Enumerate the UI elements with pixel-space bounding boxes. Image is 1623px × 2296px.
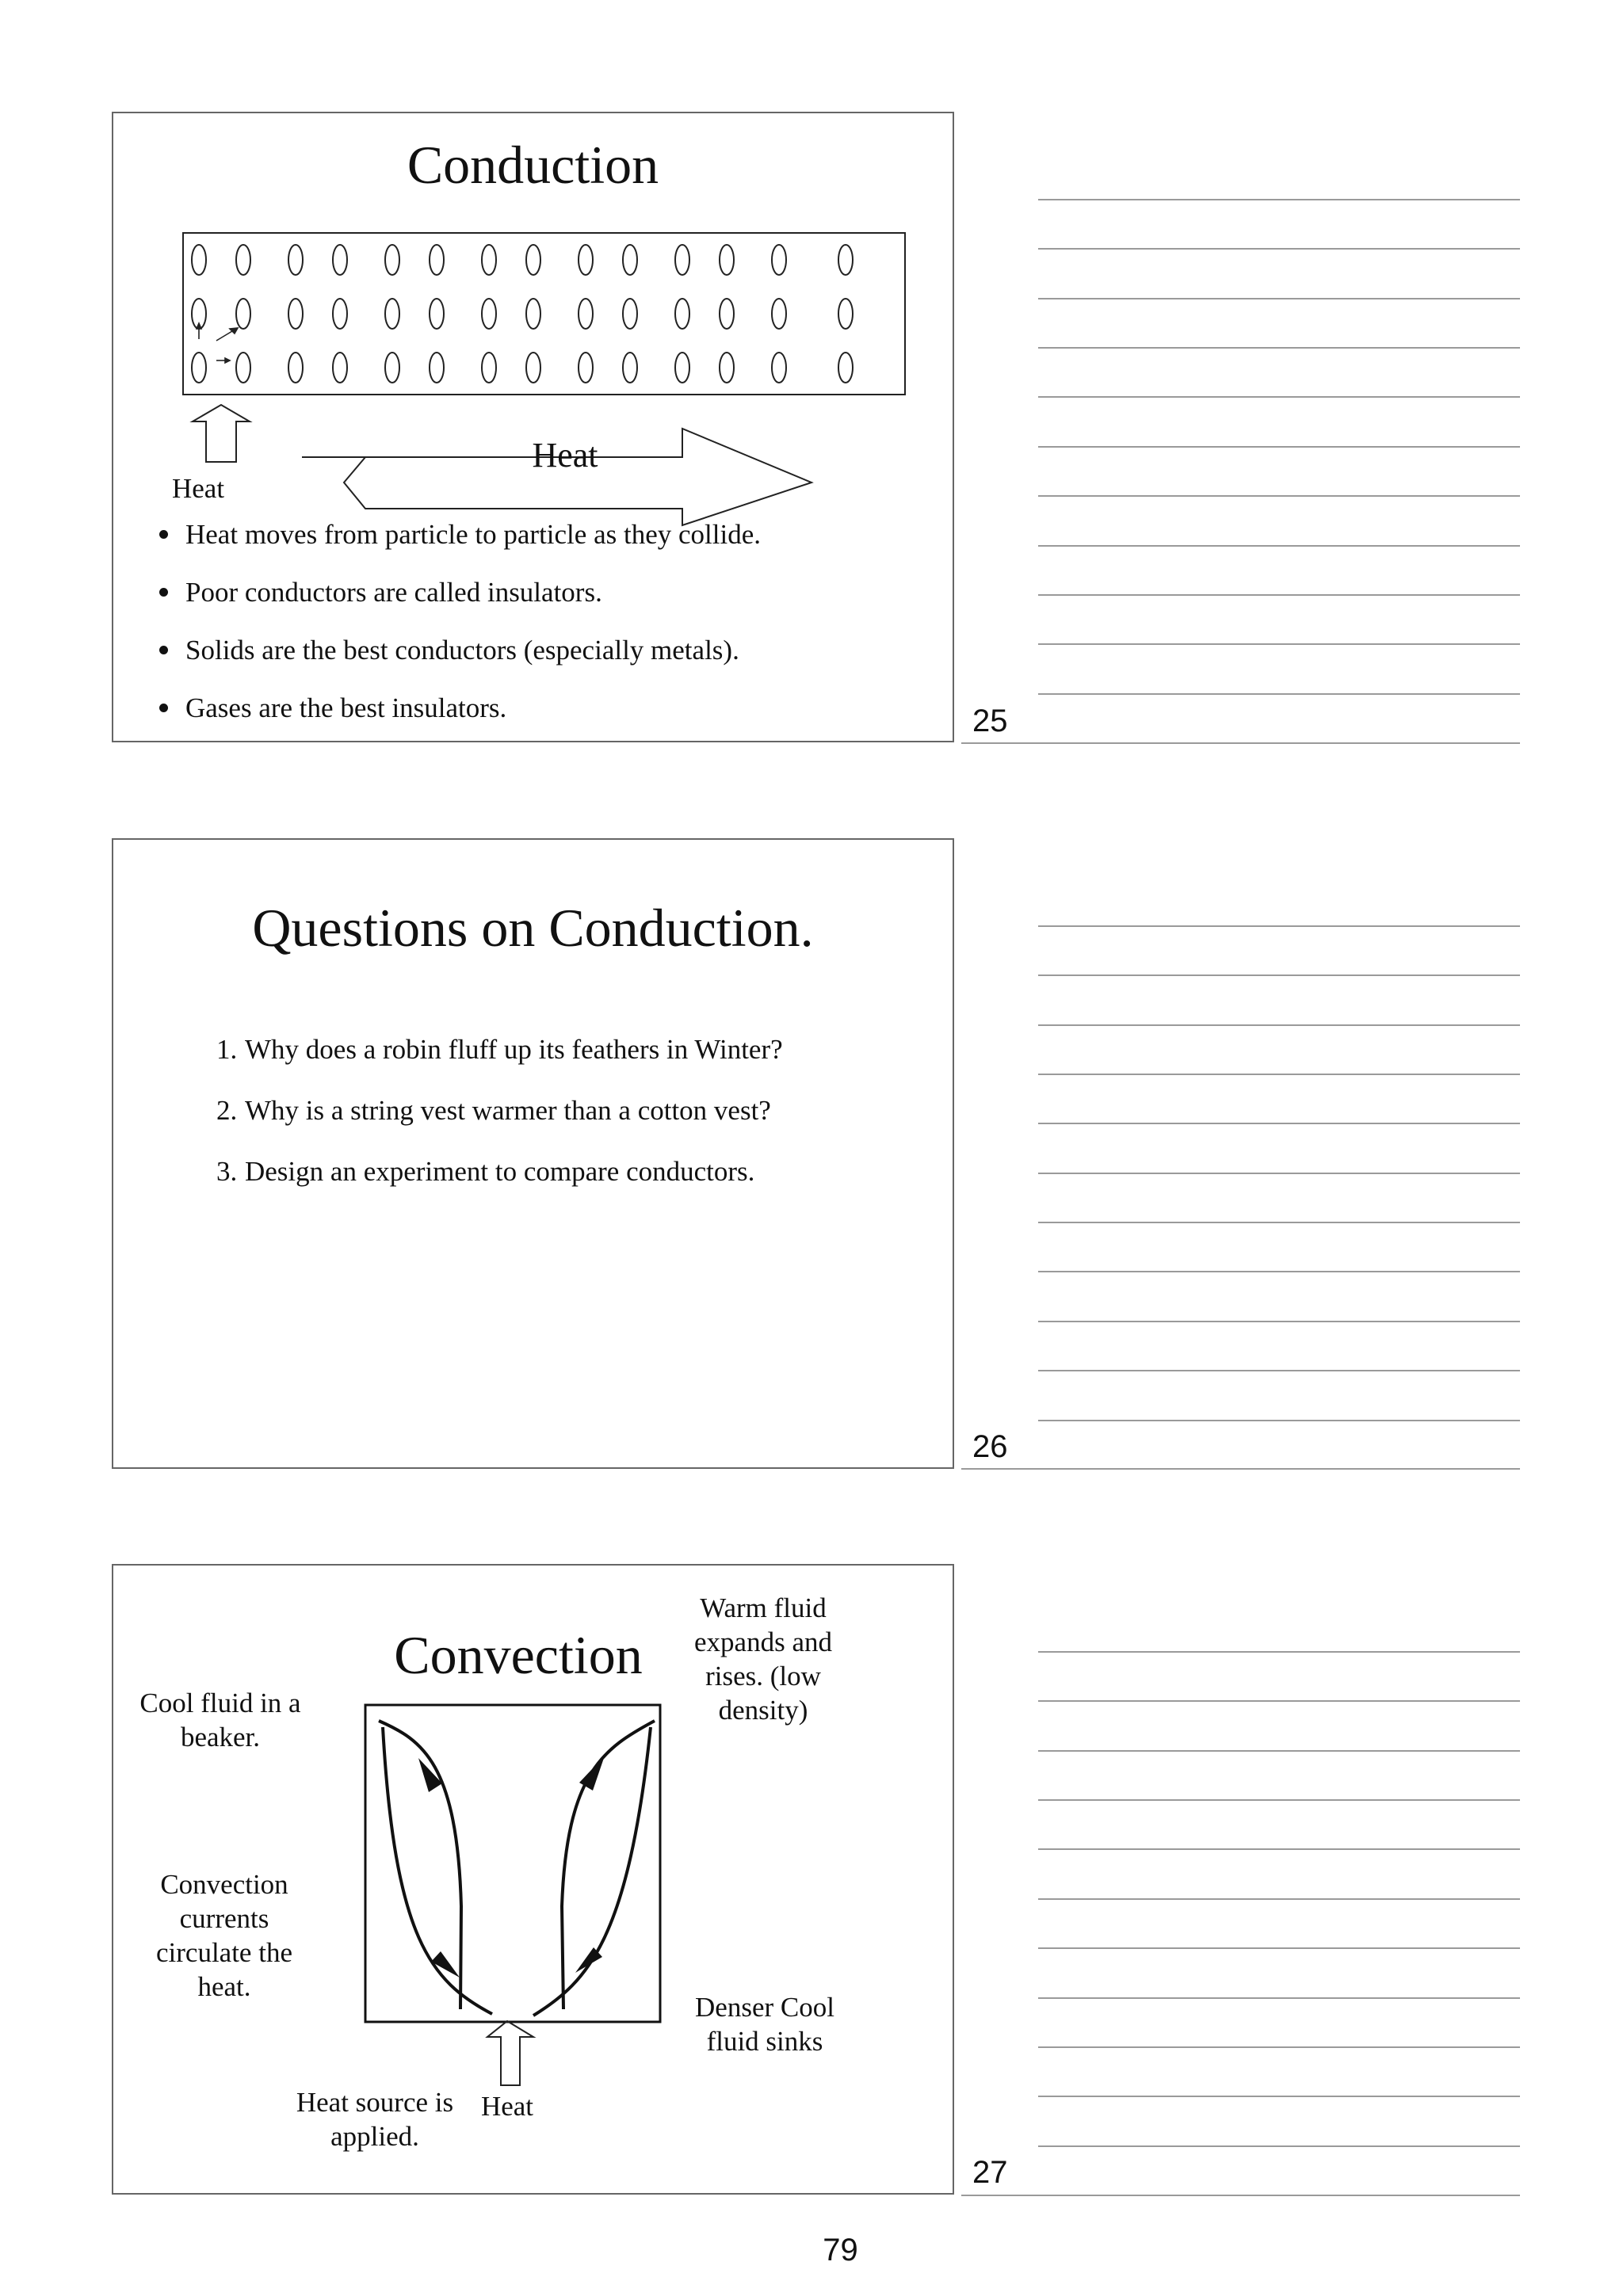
notes-line	[1038, 1271, 1520, 1272]
notes-line	[1038, 1074, 1520, 1075]
beaker	[365, 1705, 660, 2022]
notes-line	[1038, 974, 1520, 976]
notes-line	[1038, 1321, 1520, 1322]
notes-line	[1038, 298, 1520, 299]
particle	[482, 299, 496, 329]
notes-line	[1038, 2046, 1520, 2048]
particle	[526, 299, 540, 329]
particle	[482, 245, 496, 275]
slide-questions	[112, 838, 954, 1469]
notes-line	[1038, 199, 1520, 200]
small-heat-label: Heat	[172, 473, 225, 504]
big-heat-label: Heat	[532, 436, 598, 475]
particle	[772, 245, 786, 275]
particle	[579, 245, 593, 275]
notes-line	[1038, 2096, 1520, 2097]
notes-line	[1038, 1750, 1520, 1752]
particle	[192, 353, 206, 383]
particle	[838, 353, 853, 383]
collision-arrows	[197, 323, 238, 363]
cool-fluid-label: Cool fluid in a beaker.	[139, 1688, 301, 1753]
question-item: 3. Design an experiment to compare conductors.	[216, 1155, 755, 1187]
particle	[579, 353, 593, 383]
particle	[772, 299, 786, 329]
particle	[526, 245, 540, 275]
notes-line	[1038, 2145, 1520, 2147]
slide-number: 27	[972, 2155, 1008, 2190]
warm-fluid-label: Warm fluid expands and rises. (low density)	[694, 1592, 832, 1726]
question-list	[216, 1019, 783, 1202]
metal-bar	[183, 233, 905, 395]
particle	[385, 299, 399, 329]
notes-line	[1038, 1799, 1520, 1801]
notes-line	[1038, 1947, 1520, 1949]
slide-conduction	[112, 112, 954, 742]
convection-currents	[379, 1721, 655, 2016]
bullet-dot	[159, 646, 168, 654]
heat-label: Heat	[480, 2091, 534, 2122]
bullet-item: Gases are the best insulators.	[159, 679, 761, 737]
bullet-dot	[159, 530, 168, 539]
denser-fluid-label: Denser Cool fluid sinks	[695, 1992, 834, 2057]
notes-line	[1038, 1420, 1520, 1421]
particle	[720, 299, 734, 329]
particle	[288, 353, 303, 383]
page-number: 79	[823, 2233, 858, 2267]
slide-title: Questions on Conduction.	[252, 898, 814, 958]
notes-line	[1038, 248, 1520, 250]
slide-number: 26	[972, 1429, 1008, 1464]
slide-title: Conduction	[407, 135, 659, 195]
notes-line	[961, 742, 1520, 744]
particle	[623, 353, 637, 383]
particles	[192, 245, 853, 383]
notes-line	[1038, 1024, 1520, 1026]
particle	[720, 353, 734, 383]
particle	[838, 245, 853, 275]
question-item: 2. Why is a string vest warmer than a cotton vest?	[216, 1094, 771, 1126]
particle	[333, 299, 347, 329]
notes-line	[961, 1468, 1520, 1470]
notes-line	[961, 2195, 1520, 2196]
particle	[333, 353, 347, 383]
particle	[236, 299, 250, 329]
notes-line	[1038, 643, 1520, 645]
notes-line	[1038, 1370, 1520, 1371]
heat-up-arrow	[193, 405, 250, 462]
particle	[675, 299, 689, 329]
notes-line	[1038, 495, 1520, 497]
particle	[623, 299, 637, 329]
bullet-list	[159, 505, 761, 737]
particle	[772, 353, 786, 383]
notes-line	[1038, 925, 1520, 927]
bullet-item: Solids are the best conductors (especially metals).	[159, 621, 761, 679]
notes-line	[1038, 1997, 1520, 1999]
particle	[675, 245, 689, 275]
notes-line	[1038, 693, 1520, 695]
current-arrowheads	[418, 1756, 605, 1978]
particle	[430, 353, 444, 383]
particle	[675, 353, 689, 383]
particle	[236, 353, 250, 383]
particle	[430, 245, 444, 275]
particle	[288, 245, 303, 275]
particle	[482, 353, 496, 383]
particle	[526, 353, 540, 383]
slide-convection	[112, 1564, 954, 2195]
particle	[579, 299, 593, 329]
notes-line	[1038, 545, 1520, 547]
heat-up-arrow	[487, 2021, 533, 2085]
particle	[838, 299, 853, 329]
bullet-dot	[159, 588, 168, 597]
slide-title: Convection	[394, 1625, 643, 1685]
notes-line	[1038, 1173, 1520, 1174]
notes-line	[1038, 1651, 1520, 1653]
particle	[623, 245, 637, 275]
question-item: 1. Why does a robin fluff up its feathers in Winter?	[216, 1033, 783, 1065]
notes-line	[1038, 1222, 1520, 1223]
bullet-item: Poor conductors are called insulators.	[159, 563, 761, 621]
particle	[720, 245, 734, 275]
notes-line	[1038, 1848, 1520, 1850]
particle	[385, 353, 399, 383]
notes-line	[1038, 347, 1520, 349]
notes-line	[1038, 446, 1520, 448]
notes-line	[1038, 1898, 1520, 1900]
particle	[333, 245, 347, 275]
slide-number: 25	[972, 704, 1008, 738]
heat-source-label: Heat source is applied.	[296, 2087, 454, 2152]
notes-line	[1038, 1123, 1520, 1124]
particle	[236, 245, 250, 275]
convection-currents-label: Convection currents circulate the heat.	[156, 1869, 292, 2002]
bullet-item: Heat moves from particle to particle as they collide.	[159, 505, 761, 563]
notes-line	[1038, 396, 1520, 398]
notes-line	[1038, 1700, 1520, 1702]
particle	[288, 299, 303, 329]
particle	[430, 299, 444, 329]
particle	[385, 245, 399, 275]
particle	[192, 245, 206, 275]
bullet-dot	[159, 704, 168, 712]
notes-line	[1038, 594, 1520, 596]
